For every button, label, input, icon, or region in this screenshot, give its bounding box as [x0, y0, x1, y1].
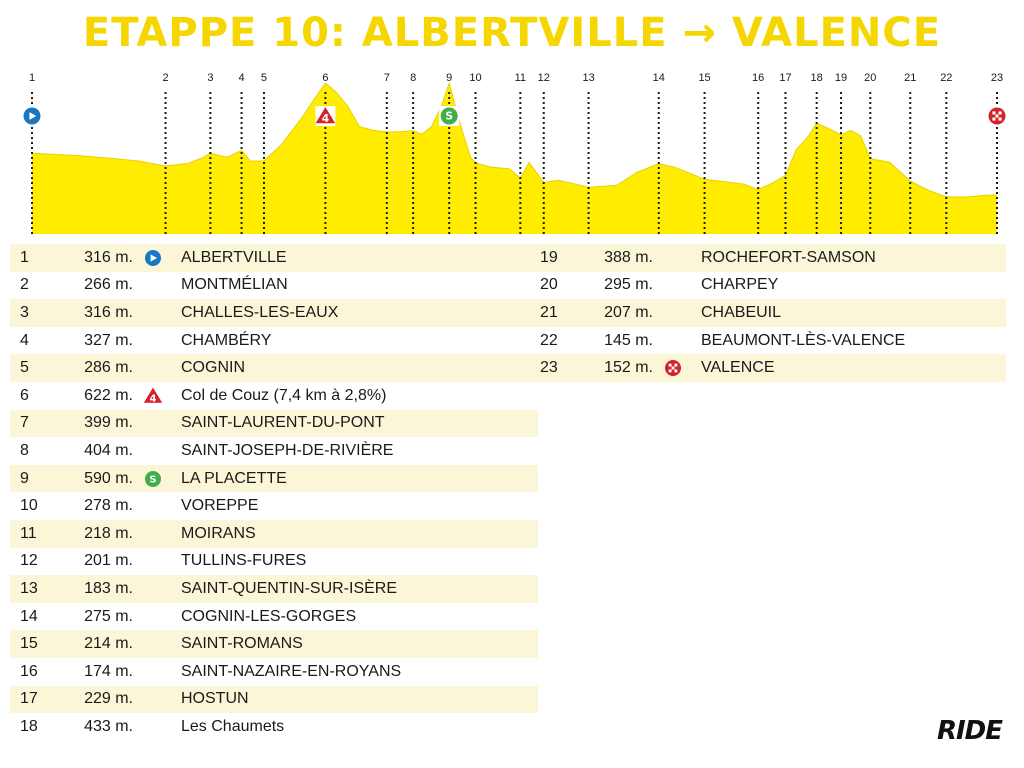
stops-list-left: [10, 244, 538, 741]
stop-row: [10, 492, 538, 520]
stop-altitude: 316 m.: [84, 248, 133, 266]
stop-name: HOSTUN: [181, 690, 249, 708]
marker-label-21: 21: [904, 72, 917, 84]
stop-altitude: 316 m.: [84, 303, 133, 321]
stop-row: [10, 686, 538, 714]
stop-altitude: 622 m.: [84, 386, 133, 404]
stop-row: [10, 658, 538, 686]
stop-altitude: 433 m.: [84, 717, 133, 735]
finish-icon: [989, 108, 1006, 125]
stop-altitude: 152 m.: [604, 359, 653, 377]
stop-altitude: 404 m.: [84, 441, 133, 459]
stop-altitude: 399 m.: [84, 414, 133, 432]
stop-number: 1: [20, 248, 29, 266]
sprint-icon: [441, 108, 458, 125]
stop-row: [10, 575, 538, 603]
stop-name: SAINT-NAZAIRE-EN-ROYANS: [181, 662, 402, 680]
marker-label-13: 13: [582, 72, 595, 84]
marker-label-19: 19: [834, 72, 848, 84]
stop-altitude: 275 m.: [84, 607, 133, 625]
stop-row: [10, 244, 538, 272]
stop-name: BEAUMONT-LÈS-VALENCE: [701, 331, 906, 349]
stop-name: MONTMÉLIAN: [181, 276, 288, 294]
sprint-icon: [145, 471, 161, 487]
start-icon: [145, 250, 161, 266]
stop-altitude: 183 m.: [84, 579, 133, 597]
stop-row: [530, 299, 1006, 327]
stop-row: [10, 354, 538, 382]
stop-altitude: 295 m.: [604, 276, 653, 294]
stop-altitude: 201 m.: [84, 552, 133, 570]
stop-row: [10, 437, 538, 465]
marker-label-4: 4: [238, 72, 245, 84]
stop-name: Col de Couz (7,4 km à 2,8%): [181, 386, 387, 404]
stop-name: CHAMBÉRY: [181, 331, 272, 349]
stop-name: COGNIN-LES-GORGES: [181, 607, 357, 625]
stop-row: [530, 244, 1006, 272]
stop-row: [530, 354, 1006, 382]
marker-label-17: 17: [779, 72, 792, 84]
marker-label-18: 18: [810, 72, 823, 84]
page-title: ETAPPE 10: ALBERTVILLE → VALENCE: [82, 10, 942, 56]
stop-altitude: 145 m.: [604, 331, 653, 349]
stop-row: [530, 327, 1006, 355]
stop-number: 18: [20, 717, 38, 735]
stop-row: [530, 272, 1006, 300]
stop-name: SAINT-QUENTIN-SUR-ISÈRE: [181, 579, 398, 597]
stop-row: [10, 548, 538, 576]
stop-row: [10, 410, 538, 438]
stop-altitude: 229 m.: [84, 690, 133, 708]
stop-number: 17: [20, 690, 38, 708]
finish-icon: [665, 360, 681, 376]
stop-number: 16: [20, 662, 38, 680]
marker-label-22: 22: [940, 72, 953, 84]
stop-number: 19: [540, 248, 558, 266]
stop-name: ROCHEFORT-SAMSON: [701, 248, 876, 266]
stop-number: 9: [20, 469, 29, 487]
stop-name: LA PLACETTE: [181, 469, 287, 487]
stop-number: 23: [540, 359, 558, 377]
ride-logo: RIDE: [936, 716, 1002, 746]
stop-altitude: 327 m.: [84, 331, 133, 349]
marker-label-5: 5: [260, 72, 268, 84]
stop-number: 6: [20, 386, 29, 404]
stop-name: SAINT-ROMANS: [181, 635, 303, 653]
marker-label-14: 14: [652, 72, 665, 84]
marker-label-8: 8: [410, 72, 417, 84]
stop-altitude: 174 m.: [84, 662, 133, 680]
stop-altitude: 214 m.: [84, 635, 133, 653]
stop-altitude: 218 m.: [84, 524, 133, 542]
stop-number: 8: [20, 441, 29, 459]
stop-row: [10, 382, 538, 410]
marker-label-1: 1: [28, 72, 36, 84]
stops-list-right: [530, 244, 1006, 382]
stop-number: 7: [20, 414, 29, 432]
start-badge: [143, 249, 163, 267]
stop-number: 13: [20, 579, 38, 597]
marker-label-6: 6: [322, 72, 329, 84]
stop-row: [10, 713, 538, 741]
stop-altitude: 266 m.: [84, 276, 133, 294]
stop-number: 12: [20, 552, 38, 570]
svg-text:S: S: [445, 109, 454, 123]
stop-name: TULLINS-FURES: [181, 552, 307, 570]
stop-row: [10, 327, 538, 355]
start-icon: [24, 108, 41, 125]
stop-number: 15: [20, 635, 38, 653]
marker-label-11: 11: [514, 72, 527, 84]
stop-name: MOIRANS: [181, 524, 256, 542]
stop-number: 20: [540, 276, 558, 294]
stop-number: 22: [540, 331, 558, 349]
stop-row: [10, 272, 538, 300]
svg-text:S: S: [149, 474, 157, 486]
elevation-profile-chart: [0, 0, 1024, 240]
stop-number: 3: [20, 303, 29, 321]
stop-row: [10, 603, 538, 631]
marker-label-9: 9: [446, 72, 453, 84]
marker-label-12: 12: [537, 72, 550, 84]
svg-text:4: 4: [321, 111, 330, 125]
stop-number: 2: [20, 276, 29, 294]
stop-name: CHABEUIL: [701, 303, 782, 321]
marker-label-15: 15: [698, 72, 711, 84]
svg-text:4: 4: [149, 393, 157, 405]
sprint-badge: [143, 470, 163, 488]
marker-label-10: 10: [469, 72, 482, 84]
stop-name: VOREPPE: [181, 497, 259, 515]
stop-row: [10, 299, 538, 327]
climb4-badge: [143, 387, 163, 405]
stop-altitude: 388 m.: [604, 248, 653, 266]
stop-row: [10, 520, 538, 548]
stop-name: ALBERTVILLE: [181, 248, 287, 266]
stop-number: 5: [20, 359, 29, 377]
stop-name: CHALLES-LES-EAUX: [181, 303, 339, 321]
stop-row: [10, 465, 538, 493]
stop-name: CHARPEY: [701, 276, 779, 294]
marker-label-20: 20: [864, 72, 877, 84]
elevation-area: [32, 83, 997, 234]
marker-label-7: 7: [383, 72, 390, 84]
climb4-icon: [144, 388, 162, 405]
stop-number: 4: [20, 331, 29, 349]
marker-label-2: 2: [162, 72, 169, 84]
marker-label-16: 16: [752, 72, 765, 84]
marker-label-23: 23: [990, 72, 1004, 84]
stop-row: [10, 630, 538, 658]
stop-name: SAINT-LAURENT-DU-PONT: [181, 414, 385, 432]
stop-altitude: 207 m.: [604, 303, 653, 321]
stop-altitude: 286 m.: [84, 359, 133, 377]
stop-number: 21: [540, 303, 558, 321]
stop-altitude: 278 m.: [84, 497, 133, 515]
stop-number: 14: [20, 607, 38, 625]
stop-name: VALENCE: [701, 359, 775, 377]
stop-name: COGNIN: [181, 359, 245, 377]
stop-number: 11: [20, 524, 37, 542]
stop-altitude: 590 m.: [84, 469, 133, 487]
stop-name: SAINT-JOSEPH-DE-RIVIÈRE: [181, 441, 394, 459]
marker-label-3: 3: [207, 72, 214, 84]
finish-badge: [663, 359, 683, 377]
stop-number: 10: [20, 497, 38, 515]
stop-name: Les Chaumets: [181, 717, 285, 735]
